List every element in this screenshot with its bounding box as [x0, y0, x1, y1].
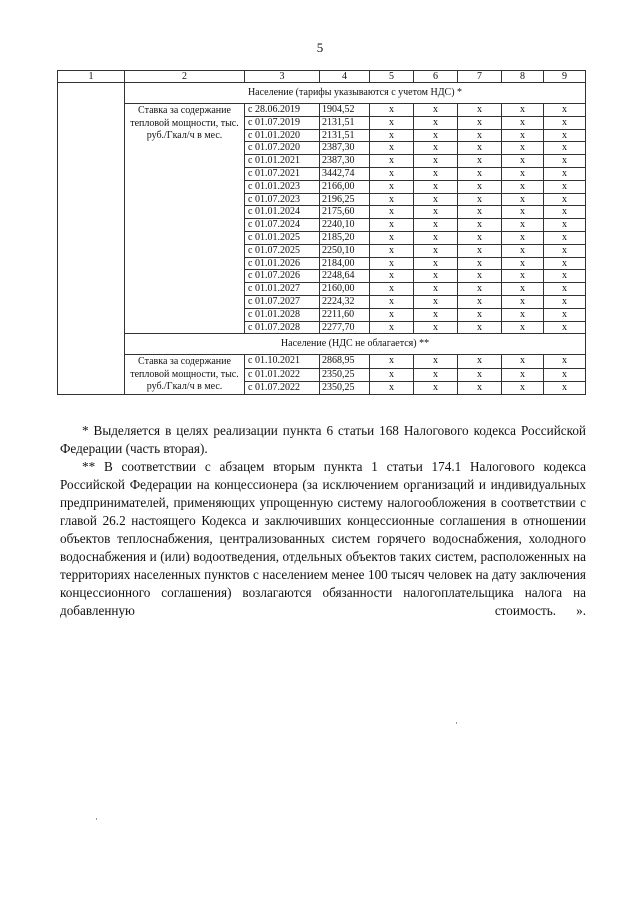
- empty-mark: x: [458, 295, 502, 308]
- effective-date: с 01.07.2020: [245, 142, 320, 155]
- effective-date: с 01.07.2024: [245, 219, 320, 232]
- empty-mark: x: [544, 104, 586, 117]
- column-number: 7: [458, 71, 502, 83]
- empty-mark: x: [458, 219, 502, 232]
- empty-mark: x: [502, 231, 544, 244]
- rate-value: 2166,00: [320, 180, 370, 193]
- table-row: [58, 355, 586, 368]
- empty-mark: x: [370, 308, 414, 321]
- effective-date: с 01.07.2022: [245, 381, 320, 394]
- footnotes: [60, 422, 586, 620]
- tariff-table: [57, 70, 586, 395]
- empty-mark: x: [370, 295, 414, 308]
- column-number: 6: [414, 71, 458, 83]
- empty-mark: x: [458, 257, 502, 270]
- empty-mark: x: [370, 219, 414, 232]
- empty-mark: x: [458, 167, 502, 180]
- empty-mark: x: [458, 244, 502, 257]
- empty-mark: x: [544, 257, 586, 270]
- empty-mark: x: [414, 368, 458, 381]
- effective-date: с 01.01.2024: [245, 206, 320, 219]
- empty-mark: x: [458, 104, 502, 117]
- empty-mark: x: [414, 219, 458, 232]
- empty-mark: x: [502, 283, 544, 296]
- empty-mark: x: [502, 257, 544, 270]
- empty-mark: x: [502, 167, 544, 180]
- empty-mark: x: [544, 355, 586, 368]
- column-number: 3: [245, 71, 320, 83]
- empty-mark: x: [502, 355, 544, 368]
- empty-mark: x: [544, 295, 586, 308]
- empty-mark: x: [370, 104, 414, 117]
- empty-mark: x: [502, 381, 544, 394]
- empty-mark: x: [414, 244, 458, 257]
- empty-mark: x: [502, 142, 544, 155]
- empty-mark: x: [370, 321, 414, 334]
- column-number: 2: [125, 71, 245, 83]
- table-row: [58, 104, 586, 117]
- empty-mark: x: [414, 381, 458, 394]
- rate-value: 2131,51: [320, 116, 370, 129]
- empty-mark: x: [502, 321, 544, 334]
- empty-mark: x: [414, 283, 458, 296]
- empty-mark: x: [414, 231, 458, 244]
- group-title-row: [58, 334, 586, 355]
- empty-mark: x: [458, 368, 502, 381]
- empty-mark: x: [458, 193, 502, 206]
- rate-label: Ставка за содержание тепловой мощности, тыс. руб./Гкал/ч в мес.: [125, 355, 245, 395]
- empty-mark: x: [370, 381, 414, 394]
- empty-mark: x: [458, 142, 502, 155]
- empty-mark: x: [414, 167, 458, 180]
- empty-mark: x: [458, 308, 502, 321]
- table-body: [58, 71, 586, 395]
- effective-date: с 01.01.2021: [245, 155, 320, 168]
- rate-value: 2240,10: [320, 219, 370, 232]
- empty-mark: x: [414, 129, 458, 142]
- empty-mark: x: [370, 270, 414, 283]
- empty-mark: x: [544, 155, 586, 168]
- rate-value: 2175,60: [320, 206, 370, 219]
- empty-mark: x: [502, 155, 544, 168]
- empty-mark: x: [370, 231, 414, 244]
- group-title-row: [58, 83, 586, 104]
- empty-mark: x: [458, 283, 502, 296]
- effective-date: с 01.07.2028: [245, 321, 320, 334]
- empty-mark: x: [502, 193, 544, 206]
- empty-mark: x: [370, 142, 414, 155]
- scan-speck: [456, 722, 457, 724]
- effective-date: с 01.01.2027: [245, 283, 320, 296]
- empty-mark: x: [414, 321, 458, 334]
- empty-mark: x: [502, 295, 544, 308]
- empty-mark: x: [502, 104, 544, 117]
- column-number: 4: [320, 71, 370, 83]
- empty-mark: x: [544, 142, 586, 155]
- empty-mark: x: [458, 381, 502, 394]
- column-1-cell: [58, 83, 125, 395]
- rate-label: Ставка за содержание тепловой мощности, тыс. руб./Гкал/ч в мес.: [125, 104, 245, 334]
- empty-mark: x: [502, 244, 544, 257]
- empty-mark: x: [544, 129, 586, 142]
- effective-date: с 01.01.2023: [245, 180, 320, 193]
- empty-mark: x: [458, 129, 502, 142]
- effective-date: с 01.07.2019: [245, 116, 320, 129]
- empty-mark: x: [370, 257, 414, 270]
- effective-date: с 01.07.2026: [245, 270, 320, 283]
- group-title: Население (НДС не облагается) **: [125, 334, 586, 355]
- column-number: 8: [502, 71, 544, 83]
- effective-date: с 01.07.2027: [245, 295, 320, 308]
- empty-mark: x: [414, 308, 458, 321]
- footnote-1: * Выделяется в целях реализации пункта 6 статьи 168 Налогового кодекса Российской Федерации (часть вторая).: [60, 423, 586, 456]
- effective-date: с 01.07.2021: [245, 167, 320, 180]
- empty-mark: x: [370, 180, 414, 193]
- rate-value: 2184,00: [320, 257, 370, 270]
- empty-mark: x: [458, 180, 502, 193]
- effective-date: с 01.07.2025: [245, 244, 320, 257]
- empty-mark: x: [544, 283, 586, 296]
- empty-mark: x: [544, 116, 586, 129]
- empty-mark: x: [414, 142, 458, 155]
- effective-date: с 01.10.2021: [245, 355, 320, 368]
- empty-mark: x: [544, 270, 586, 283]
- rate-value: 2868,95: [320, 355, 370, 368]
- column-number: 5: [370, 71, 414, 83]
- empty-mark: x: [502, 116, 544, 129]
- empty-mark: x: [414, 270, 458, 283]
- empty-mark: x: [544, 321, 586, 334]
- effective-date: с 01.01.2025: [245, 231, 320, 244]
- empty-mark: x: [370, 155, 414, 168]
- rate-value: 2350,25: [320, 381, 370, 394]
- empty-mark: x: [502, 308, 544, 321]
- empty-mark: x: [458, 206, 502, 219]
- scan-speck: [96, 818, 97, 820]
- empty-mark: x: [544, 231, 586, 244]
- empty-mark: x: [544, 193, 586, 206]
- empty-mark: x: [502, 270, 544, 283]
- effective-date: с 01.01.2020: [245, 129, 320, 142]
- empty-mark: x: [370, 129, 414, 142]
- effective-date: с 01.01.2026: [245, 257, 320, 270]
- empty-mark: x: [544, 308, 586, 321]
- rate-value: 2196,25: [320, 193, 370, 206]
- effective-date: с 01.07.2023: [245, 193, 320, 206]
- rate-value: 2277,70: [320, 321, 370, 334]
- rate-value: 2211,60: [320, 308, 370, 321]
- empty-mark: x: [458, 231, 502, 244]
- empty-mark: x: [502, 129, 544, 142]
- column-number: 9: [544, 71, 586, 83]
- empty-mark: x: [414, 155, 458, 168]
- rate-value: 2250,10: [320, 244, 370, 257]
- rate-value: 2387,30: [320, 142, 370, 155]
- empty-mark: x: [458, 270, 502, 283]
- page-number: 5: [316, 40, 324, 55]
- empty-mark: x: [544, 368, 586, 381]
- empty-mark: x: [414, 355, 458, 368]
- empty-mark: x: [544, 219, 586, 232]
- empty-mark: x: [502, 368, 544, 381]
- rate-value: 2160,00: [320, 283, 370, 296]
- rate-value: 2248,64: [320, 270, 370, 283]
- empty-mark: x: [370, 167, 414, 180]
- empty-mark: x: [370, 193, 414, 206]
- footnote-2-text: ** В соответствии с абзацем вторым пункта 1 статьи 174.1 Налогового кодекса Российской Федерации на концессионера (за исключением организаций и индивидуальных предпринимателей, применяющих упрощенную систему налогообложения в соответствии с главой 26.2 настоящего Кодекса и заключивших концессионные соглашения в отношении объектов теплоснабжения, централизованных систем горячего водоснабжения, холодного водоснабжения и (или) водоотведения, отдельных объектов таких систем, расположенных на территориях населенных пунктов с населением менее 100 тысяч человек на дату заключения концессионного соглашения) возлагаются обязанности налогоплательщика налога на добавленную стоимость.: [60, 459, 586, 618]
- empty-mark: x: [414, 206, 458, 219]
- empty-mark: x: [370, 355, 414, 368]
- empty-mark: x: [544, 167, 586, 180]
- empty-mark: x: [458, 321, 502, 334]
- empty-mark: x: [544, 381, 586, 394]
- rate-value: 2185,20: [320, 231, 370, 244]
- rate-value: 3442,74: [320, 167, 370, 180]
- empty-mark: x: [370, 116, 414, 129]
- empty-mark: x: [370, 244, 414, 257]
- empty-mark: x: [414, 104, 458, 117]
- rate-value: 2224,32: [320, 295, 370, 308]
- empty-mark: x: [544, 206, 586, 219]
- rate-value: 2131,51: [320, 129, 370, 142]
- empty-mark: x: [458, 116, 502, 129]
- closing-quote: ».: [576, 603, 586, 618]
- empty-mark: x: [414, 257, 458, 270]
- empty-mark: x: [414, 180, 458, 193]
- empty-mark: x: [502, 219, 544, 232]
- empty-mark: x: [414, 295, 458, 308]
- empty-mark: x: [414, 193, 458, 206]
- rate-value: 2387,30: [320, 155, 370, 168]
- header-row: [58, 71, 586, 83]
- effective-date: с 28.06.2019: [245, 104, 320, 117]
- empty-mark: x: [370, 206, 414, 219]
- footnote-2: [60, 458, 586, 620]
- empty-mark: x: [502, 180, 544, 193]
- rate-value: 1904,52: [320, 104, 370, 117]
- empty-mark: x: [502, 206, 544, 219]
- empty-mark: x: [370, 368, 414, 381]
- empty-mark: x: [370, 283, 414, 296]
- empty-mark: x: [414, 116, 458, 129]
- empty-mark: x: [544, 244, 586, 257]
- column-number: 1: [58, 71, 125, 83]
- group-title: Население (тарифы указываются с учетом НДС) *: [125, 83, 586, 104]
- empty-mark: x: [458, 155, 502, 168]
- rate-value: 2350,25: [320, 368, 370, 381]
- effective-date: с 01.01.2028: [245, 308, 320, 321]
- empty-mark: x: [458, 355, 502, 368]
- effective-date: с 01.01.2022: [245, 368, 320, 381]
- empty-mark: x: [544, 180, 586, 193]
